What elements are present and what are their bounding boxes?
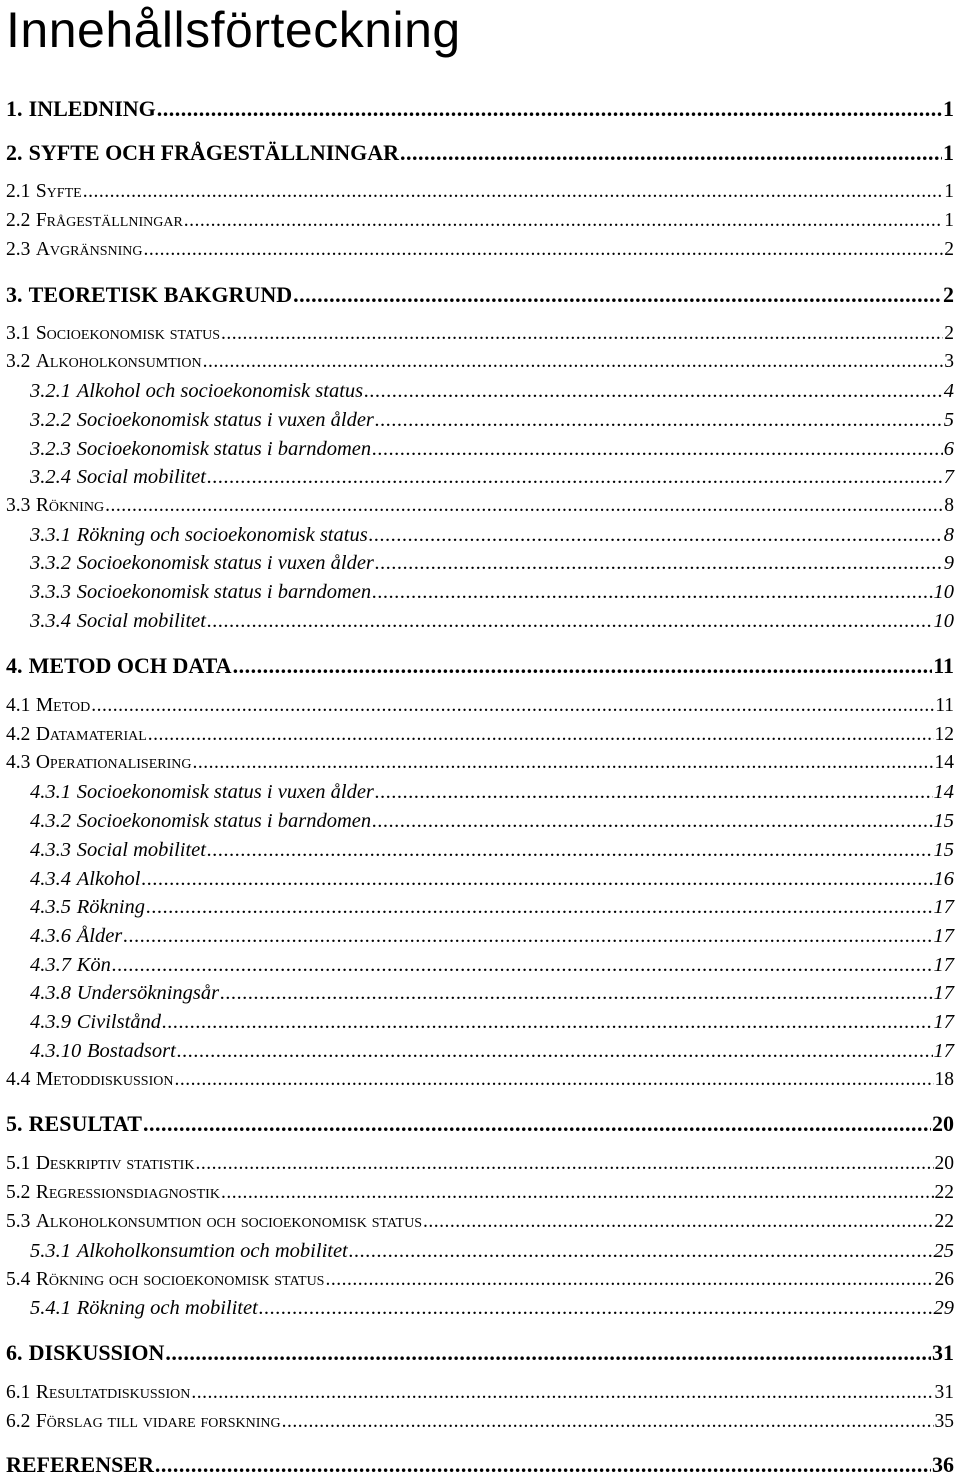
dot-leader — [375, 782, 933, 803]
toc-entry-number: 5.4 — [6, 1269, 31, 1290]
toc-entry-number: 5. — [6, 1111, 23, 1136]
dot-leader — [375, 410, 943, 431]
toc-entry-page-number: 8 — [944, 495, 954, 516]
toc-entry[interactable] — [6, 1154, 954, 1174]
toc-entry-page-number: 15 — [933, 839, 954, 861]
dot-leader — [91, 696, 934, 716]
toc-entry-number: 5.3.1 — [30, 1240, 71, 1262]
dot-leader — [221, 324, 943, 344]
toc-entry-number: 3.1 — [6, 323, 31, 344]
toc-entry-title: Metoddiskussion — [35, 1069, 174, 1090]
toc-entry-number: 4.2 — [6, 724, 31, 745]
toc-entry-title: TEORETISK BAKGRUND — [28, 282, 293, 307]
dot-leader — [372, 582, 932, 603]
toc-entry-title: Datamaterial — [35, 724, 147, 745]
toc-entry-page-number: 31 — [934, 1382, 954, 1403]
toc-entry-title: Metod — [35, 695, 91, 716]
toc-entry-number: 4.4 — [6, 1069, 31, 1090]
toc-entry-title: Rökning och mobilitet — [76, 1297, 258, 1319]
toc-entry[interactable] — [30, 811, 954, 832]
toc-entry-page-number: 5 — [943, 409, 954, 431]
toc-entry-page-number: 26 — [934, 1269, 954, 1290]
toc-entry-page-number: 17 — [933, 1011, 954, 1033]
toc-entry[interactable] — [30, 983, 954, 1004]
toc-entry[interactable] — [30, 582, 954, 603]
toc-entry[interactable] — [30, 1012, 954, 1033]
toc-entry-page-number: 3 — [944, 351, 954, 372]
toc-entry-number: 3.2.2 — [30, 409, 71, 431]
toc-entry-number: 6.1 — [6, 1382, 31, 1403]
dot-leader — [105, 496, 943, 516]
toc-entry-title: Operationalisering — [35, 752, 192, 773]
toc-entry-title: Socioekonomisk status i barndomen — [76, 810, 372, 832]
toc-entry-page-number: 4 — [943, 380, 954, 402]
toc-entry[interactable] — [6, 182, 954, 202]
dot-leader — [325, 1270, 933, 1290]
dot-leader — [83, 182, 944, 202]
dot-leader — [157, 98, 942, 120]
toc-entry-page-number: 25 — [933, 1240, 954, 1262]
toc-entry-number: 6.2 — [6, 1411, 31, 1432]
toc-entry[interactable] — [30, 1041, 954, 1062]
toc-entry-title: Socioekonomisk status i vuxen ålder — [76, 781, 374, 803]
toc-entry-number: 3.2 — [6, 351, 31, 372]
toc-entry[interactable] — [30, 553, 954, 574]
toc-entry-page-number: 10 — [933, 581, 954, 603]
toc-entry[interactable] — [30, 467, 954, 488]
toc-entry-title: Syfte — [35, 181, 82, 202]
toc-entry[interactable] — [6, 142, 954, 164]
toc-entry-title: Rökning och socioekonomisk status — [35, 1269, 325, 1290]
toc-entry[interactable] — [6, 211, 954, 231]
dot-leader — [372, 811, 932, 832]
toc-entry[interactable] — [6, 1212, 954, 1232]
dot-leader — [191, 1383, 933, 1403]
toc-entry-page-number: 18 — [934, 1069, 954, 1090]
toc-entry-page-number: 1 — [943, 96, 954, 121]
dot-leader — [400, 142, 942, 164]
toc-entry-title: Undersökningsår — [76, 982, 220, 1004]
toc-entry[interactable] — [30, 525, 954, 546]
toc-entry-number: 5.3 — [6, 1211, 31, 1232]
toc-entry-page-number: 17 — [933, 982, 954, 1004]
toc-entry[interactable] — [30, 439, 954, 460]
toc-entry[interactable] — [6, 1412, 954, 1432]
dot-leader — [123, 926, 932, 947]
toc-entry[interactable] — [6, 725, 954, 745]
toc-entry-title: Civilstånd — [76, 1011, 162, 1033]
toc-entry-page-number: 31 — [932, 1340, 954, 1365]
toc-entry-number: 4.3.5 — [30, 896, 71, 918]
toc-entry[interactable] — [30, 782, 954, 803]
toc-entry[interactable] — [6, 496, 954, 516]
toc-entry-title: RESULTAT — [28, 1111, 142, 1136]
toc-entry[interactable] — [6, 1113, 954, 1135]
dot-leader — [207, 611, 933, 632]
toc-entry[interactable] — [6, 655, 954, 677]
toc-entry[interactable] — [6, 284, 954, 306]
toc-entry-title: Socioekonomisk status — [35, 323, 220, 344]
toc-entry-page-number: 16 — [933, 868, 954, 890]
toc-entry-page-number: 7 — [943, 466, 954, 488]
dot-leader — [177, 1041, 933, 1062]
toc-entry-number: 1. — [6, 96, 23, 121]
toc-entry-title: Resultatdiskussion — [35, 1382, 191, 1403]
toc-entry-number: 3.2.3 — [30, 438, 71, 460]
dot-leader — [192, 753, 933, 773]
dot-leader — [112, 955, 933, 976]
toc-entry[interactable] — [6, 753, 954, 773]
toc-entry-title: DISKUSSION — [28, 1340, 165, 1365]
toc-entry-number: 2.1 — [6, 181, 31, 202]
toc-entry-page-number: 15 — [933, 810, 954, 832]
dot-leader — [146, 897, 932, 918]
toc-entry[interactable] — [30, 1298, 954, 1319]
toc-entry-number: 4.3.1 — [30, 781, 71, 803]
toc-entry-title: METOD OCH DATA — [28, 653, 232, 678]
toc-entry-page-number: 22 — [934, 1211, 954, 1232]
toc-entry[interactable] — [6, 1342, 954, 1364]
toc-entry-title: Social mobilitet — [76, 610, 206, 632]
toc-entry[interactable] — [30, 611, 954, 632]
toc-entry-number: 3.3.2 — [30, 552, 71, 574]
dot-leader — [174, 1070, 933, 1090]
toc-entry-page-number: 17 — [933, 896, 954, 918]
dot-leader — [293, 284, 942, 306]
toc-entry-page-number: 1 — [944, 210, 954, 231]
dot-leader — [364, 381, 943, 402]
toc-entry[interactable] — [30, 381, 954, 402]
toc-entry-page-number: 29 — [933, 1297, 954, 1319]
toc-entry-page-number: 17 — [933, 1040, 954, 1062]
toc-entry-title: Bostadsort — [86, 1040, 176, 1062]
toc-entry-title: Rökning — [76, 896, 146, 918]
toc-entry-number: 4. — [6, 653, 23, 678]
toc-entry-number: 4.3.10 — [30, 1040, 82, 1062]
toc-entry-page-number: 1 — [943, 140, 954, 165]
toc-entry[interactable] — [30, 1241, 954, 1262]
toc-entry[interactable] — [30, 926, 954, 947]
toc-entry[interactable] — [6, 1183, 954, 1203]
toc-entry-number: 4.3.9 — [30, 1011, 71, 1033]
toc-entry-number: 3. — [6, 282, 23, 307]
dot-leader — [195, 1154, 933, 1174]
dot-leader — [143, 1113, 931, 1135]
toc-entry-title: Ålder — [76, 925, 123, 947]
dot-leader — [207, 467, 943, 488]
toc-entry-page-number: 6 — [943, 438, 954, 460]
toc-entry-page-number: 2 — [944, 239, 954, 260]
dot-leader — [143, 240, 943, 260]
toc-entry-page-number: 14 — [934, 752, 954, 773]
toc-entry-number: 4.3.6 — [30, 925, 71, 947]
toc-entry-number: 3.3 — [6, 495, 31, 516]
toc-entry-page-number: 11 — [935, 695, 954, 716]
toc-entry[interactable] — [30, 897, 954, 918]
toc-entry-number: 4.3.7 — [30, 954, 71, 976]
toc-entry-number: 5.1 — [6, 1153, 31, 1174]
toc-entry-page-number: 11 — [933, 653, 954, 678]
toc-entry[interactable] — [6, 1270, 954, 1290]
toc-entry-number: 3.2.4 — [30, 466, 71, 488]
toc-entry[interactable] — [6, 1070, 954, 1090]
dot-leader — [148, 725, 934, 745]
toc-entry[interactable] — [6, 240, 954, 260]
toc-entry-number: 3.3.1 — [30, 524, 71, 546]
toc-entry-title: Avgränsning — [35, 239, 143, 260]
toc-entry-number: 3.3.4 — [30, 610, 71, 632]
dot-leader — [221, 1183, 934, 1203]
toc-entry-title: Socioekonomisk status i barndomen — [76, 438, 372, 460]
toc-entry[interactable] — [30, 410, 954, 431]
dot-leader — [165, 1342, 931, 1364]
toc-entry-number: 4.1 — [6, 695, 31, 716]
toc-entry-title: Alkohol och socioekonomisk status — [76, 380, 364, 402]
dot-leader — [375, 553, 943, 574]
toc-entry-number: 3.3.3 — [30, 581, 71, 603]
toc-entry[interactable] — [30, 869, 954, 890]
toc-entry-title: Rökning — [35, 495, 105, 516]
toc-entry[interactable] — [6, 696, 954, 716]
dot-leader — [220, 983, 932, 1004]
toc-entry-title: REFERENSER — [6, 1452, 154, 1477]
dot-leader — [369, 525, 943, 546]
toc-entry-number: 4.3.4 — [30, 868, 71, 890]
toc-entry-page-number: 17 — [933, 954, 954, 976]
toc-entry-page-number: 2 — [943, 282, 954, 307]
toc-entry[interactable] — [6, 352, 954, 372]
toc-entry-number: 4.3.3 — [30, 839, 71, 861]
toc-entry-number: 4.3.8 — [30, 982, 71, 1004]
toc-entry-page-number: 20 — [932, 1111, 954, 1136]
toc-entry-number: 6. — [6, 1340, 23, 1365]
toc-entry-page-number: 17 — [933, 925, 954, 947]
toc-entry[interactable] — [30, 955, 954, 976]
toc-entry-page-number: 12 — [934, 724, 954, 745]
toc-entry-page-number: 35 — [934, 1411, 954, 1432]
toc-entry-title: Kön — [76, 954, 111, 976]
dot-leader — [259, 1298, 933, 1319]
dot-leader — [184, 211, 943, 231]
toc-entry-title: Socioekonomisk status i vuxen ålder — [76, 409, 374, 431]
dot-leader — [282, 1412, 934, 1432]
toc-entry-title: SYFTE OCH FRÅGESTÄLLNINGAR — [28, 140, 400, 165]
toc-entry-page-number: 22 — [934, 1182, 954, 1203]
toc-entry-title: Alkoholkonsumtion — [35, 351, 202, 372]
toc-entry[interactable] — [6, 98, 954, 120]
dot-leader — [203, 352, 944, 372]
toc-entry[interactable] — [6, 1454, 954, 1476]
toc-entry-number: 5.4.1 — [30, 1297, 71, 1319]
toc-entry-title: Socioekonomisk status i barndomen — [76, 581, 372, 603]
toc-entry-title: Socioekonomisk status i vuxen ålder — [76, 552, 374, 574]
toc-entry-number: 4.3.2 — [30, 810, 71, 832]
toc-entry-title: Social mobilitet — [76, 839, 206, 861]
toc-entry[interactable] — [6, 1383, 954, 1403]
page-title: Innehållsförteckning — [6, 2, 461, 58]
toc-entry-title: Alkoholkonsumtion och mobilitet — [76, 1240, 348, 1262]
toc-entry-number: 5.2 — [6, 1182, 31, 1203]
toc-entry-number: 4.3 — [6, 752, 31, 773]
dot-leader — [207, 840, 933, 861]
toc-entry-title: Alkoholkonsumtion och socioekonomisk status — [35, 1211, 422, 1232]
toc-entry-page-number: 2 — [944, 323, 954, 344]
toc-entry[interactable] — [30, 840, 954, 861]
toc-entry-number: 2. — [6, 140, 23, 165]
toc-entry-number: 2.2 — [6, 210, 31, 231]
dot-leader — [233, 655, 933, 677]
toc-entry-title: Förslag till vidare forskning — [35, 1411, 281, 1432]
toc-entry-page-number: 1 — [944, 181, 954, 202]
toc-entry-page-number: 8 — [943, 524, 954, 546]
dot-leader — [349, 1241, 933, 1262]
toc-entry-number: 3.2.1 — [30, 380, 71, 402]
toc-entry[interactable] — [6, 324, 954, 344]
toc-entry-number: 2.3 — [6, 239, 31, 260]
toc-entry-title: INLEDNING — [28, 96, 156, 121]
toc-entry-page-number: 14 — [933, 781, 954, 803]
toc-entry-title: Social mobilitet — [76, 466, 206, 488]
toc-entry-title: Deskriptiv statistik — [35, 1153, 195, 1174]
dot-leader — [423, 1212, 934, 1232]
dot-leader — [155, 1454, 931, 1476]
dot-leader — [142, 869, 933, 890]
toc-entry-page-number: 20 — [934, 1153, 954, 1174]
dot-leader — [162, 1012, 932, 1033]
toc-entry-page-number: 10 — [933, 610, 954, 632]
toc-entry-page-number: 9 — [943, 552, 954, 574]
toc-entry-page-number: 36 — [932, 1452, 954, 1477]
toc-entry-title: Frågeställningar — [35, 210, 183, 231]
dot-leader — [372, 439, 943, 460]
toc-entry-title: Alkohol — [76, 868, 141, 890]
toc-entry-title: Rökning och socioekonomisk status — [76, 524, 368, 546]
toc-entry-title: Regressionsdiagnostik — [35, 1182, 220, 1203]
